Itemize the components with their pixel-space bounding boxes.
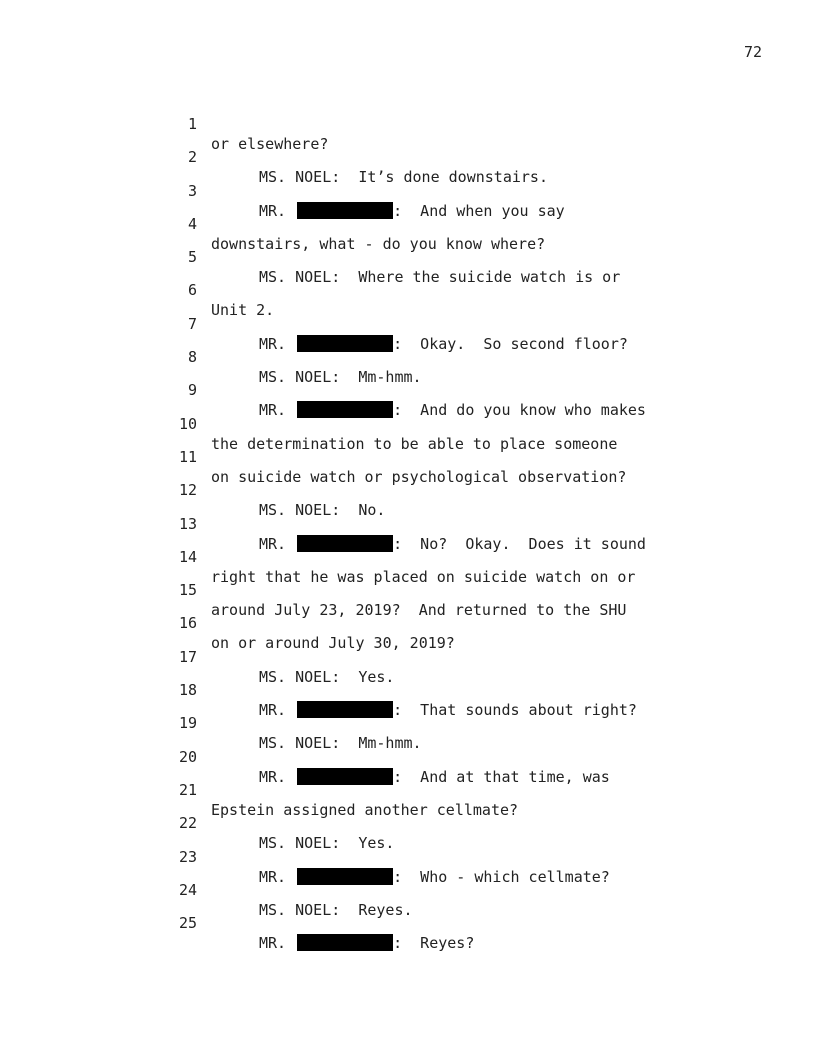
speaker-separator: : <box>393 534 403 553</box>
speaker-label: MS. NOEL: <box>259 834 341 853</box>
transcript-line <box>0 227 816 287</box>
transcript-line <box>0 660 816 720</box>
line-content: No. <box>340 501 386 520</box>
line-number: 22 <box>178 814 197 833</box>
line-content: No? Okay. Does it sound <box>402 534 646 553</box>
line-content: or elsewhere? <box>211 135 329 153</box>
speaker-separator: : <box>393 867 403 886</box>
redaction-box <box>297 934 393 951</box>
transcript-line <box>0 327 816 387</box>
line-number: 5 <box>187 248 197 267</box>
line-number: 10 <box>178 414 197 433</box>
speaker-label: MR. <box>259 934 287 953</box>
line-number: 21 <box>178 780 197 799</box>
transcript-line <box>0 627 816 686</box>
transcript-line <box>0 294 816 353</box>
line-number: 17 <box>178 647 197 666</box>
line-number: 6 <box>187 281 197 300</box>
line-number: 24 <box>178 880 197 899</box>
line-number: 12 <box>178 481 197 500</box>
line-content: Mm-hmm. <box>340 368 422 387</box>
speaker-separator: : <box>393 701 403 720</box>
transcript-line <box>0 693 816 753</box>
line-number: 13 <box>178 514 197 533</box>
transcript-line <box>0 194 816 253</box>
line-number: 8 <box>187 348 197 367</box>
transcript-line <box>0 161 816 220</box>
transcript-line <box>0 893 816 953</box>
transcript-line <box>0 260 816 320</box>
line-number: 16 <box>178 614 197 633</box>
speaker-separator: : <box>393 934 403 953</box>
line-content: right that he was placed on suicide watch on or <box>211 567 636 586</box>
line-content: around July 23, 2019? And returned to the SHU <box>211 601 627 620</box>
line-content: Yes. <box>340 667 395 686</box>
line-number: 4 <box>187 214 197 233</box>
line-number: 9 <box>187 381 197 400</box>
line-number: 25 <box>178 914 197 933</box>
line-number: 19 <box>178 714 197 733</box>
speaker-separator: : <box>393 201 403 220</box>
transcript-line <box>0 427 816 486</box>
line-content: Reyes. <box>340 900 413 919</box>
line-text <box>259 933 474 953</box>
transcript-line <box>0 494 816 553</box>
transcript-line <box>0 727 816 786</box>
line-content: downstairs, what - do you know where? <box>211 234 546 253</box>
line-number: 7 <box>187 314 197 333</box>
speaker-label: MR. <box>259 334 287 353</box>
line-content: Mm-hmm. <box>340 734 422 753</box>
transcript-line <box>0 827 816 886</box>
line-content: Reyes? <box>402 934 475 953</box>
line-content: And when you say <box>402 201 565 220</box>
line-number: 11 <box>178 447 197 466</box>
transcript-line <box>0 127 816 187</box>
speaker-label: MR. <box>259 701 287 720</box>
transcript-line <box>0 593 816 653</box>
speaker-label: MS. NOEL: <box>259 368 341 387</box>
transcript-line <box>0 460 816 520</box>
line-content: And do you know who makes <box>402 401 646 420</box>
speaker-label: MS. NOEL: <box>259 734 341 753</box>
line-content: on or around July 30, 2019? <box>211 634 455 653</box>
line-content: That sounds about right? <box>402 701 637 720</box>
speaker-separator: : <box>393 767 403 786</box>
transcript-line <box>0 94 816 153</box>
line-content: And at that time, was <box>402 767 610 786</box>
line-content: on suicide watch or psychological observation? <box>211 467 627 486</box>
speaker-label: MR. <box>259 201 287 220</box>
transcript-line <box>0 860 816 919</box>
line-number: 20 <box>178 747 197 766</box>
speaker-label: MS. NOEL: <box>259 501 341 520</box>
line-number: 18 <box>178 681 197 700</box>
line-number: 14 <box>178 547 197 566</box>
line-number: 3 <box>187 181 197 200</box>
line-content: Okay. So second floor? <box>402 334 628 353</box>
speaker-label: MR. <box>259 767 287 786</box>
line-number: 2 <box>187 148 197 167</box>
transcript-line <box>0 560 816 620</box>
line-number: 1 <box>187 115 197 133</box>
transcript-body <box>0 94 816 953</box>
speaker-separator: : <box>393 401 403 420</box>
transcript-line <box>0 527 816 586</box>
speaker-label: MR. <box>259 867 287 886</box>
speaker-label: MS. NOEL: <box>259 268 341 287</box>
transcript-line <box>0 360 816 420</box>
transcript-line <box>0 760 816 819</box>
line-content: the determination to be able to place someone <box>211 434 618 453</box>
speaker-separator: : <box>393 334 403 353</box>
speaker-label: MR. <box>259 401 287 420</box>
speaker-label: MR. <box>259 534 287 553</box>
transcript-line <box>0 394 816 453</box>
line-number: 15 <box>178 581 197 600</box>
speaker-label: MS. NOEL: <box>259 900 341 919</box>
page-number: 72 <box>743 43 762 61</box>
line-content: Where the suicide watch is or <box>340 268 621 287</box>
line-content: It’s done downstairs. <box>340 168 548 187</box>
transcript-line <box>0 793 816 853</box>
line-content: Yes. <box>340 834 395 853</box>
speaker-label: MS. NOEL: <box>259 168 341 187</box>
line-content: Epstein assigned another cellmate? <box>211 800 519 819</box>
line-content: Who - which cellmate? <box>402 867 610 886</box>
speaker-label: MS. NOEL: <box>259 667 341 686</box>
line-content: Unit 2. <box>211 301 275 320</box>
line-number: 23 <box>178 847 197 866</box>
